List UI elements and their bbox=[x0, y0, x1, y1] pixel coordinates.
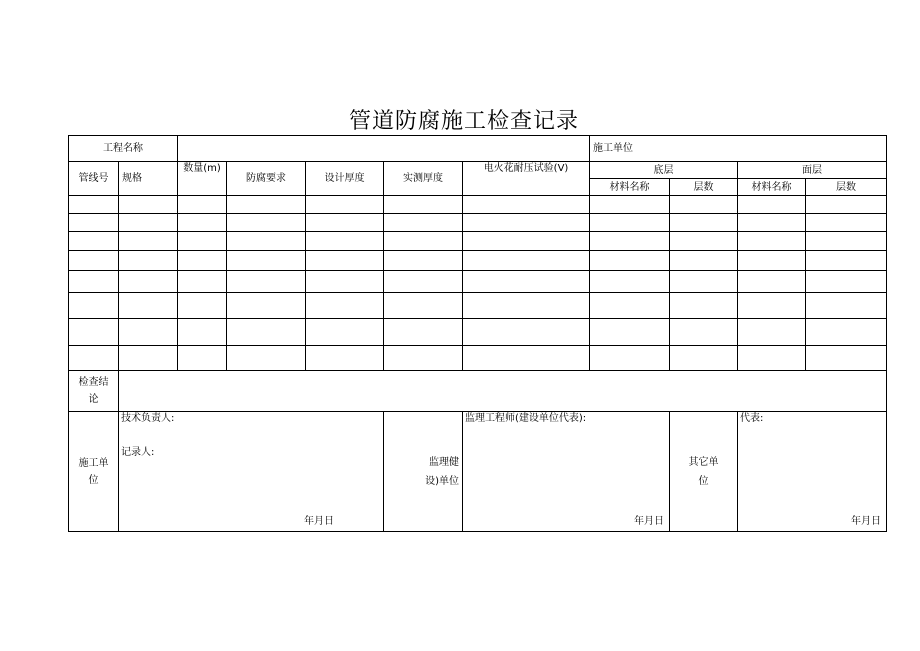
tech-lead-label: 技术负责人: bbox=[121, 413, 175, 424]
recorder-label: 记录人: bbox=[121, 447, 155, 458]
table-cell[interactable] bbox=[227, 214, 306, 232]
conclusion-label-line2: 论 bbox=[88, 394, 99, 405]
col-top-layer: 面层 bbox=[738, 162, 887, 179]
table-cell[interactable] bbox=[384, 251, 463, 271]
table-cell[interactable] bbox=[670, 271, 738, 293]
construction-unit-sig-label bbox=[69, 412, 119, 532]
document-title: 管道防腐施工检查记录 bbox=[348, 109, 579, 134]
conclusion-row bbox=[69, 371, 887, 412]
table-cell[interactable] bbox=[806, 319, 887, 346]
table-cell[interactable] bbox=[463, 214, 590, 232]
table-cell[interactable] bbox=[806, 346, 887, 371]
construction-unit-sig-area[interactable] bbox=[119, 412, 384, 532]
table-cell[interactable] bbox=[69, 196, 119, 214]
table-cell[interactable] bbox=[670, 232, 738, 251]
col-top-material-name: 材料名称 bbox=[738, 179, 806, 196]
other-unit-sig-area[interactable] bbox=[738, 412, 887, 532]
supervision-sig-line2: 设)单位 bbox=[425, 475, 459, 487]
table-cell[interactable] bbox=[306, 251, 384, 271]
table-cell[interactable] bbox=[178, 251, 227, 271]
col-design-thickness: 设计厚度 bbox=[306, 162, 384, 196]
table-cell[interactable] bbox=[178, 293, 227, 319]
table-cell[interactable] bbox=[306, 271, 384, 293]
table-cell[interactable] bbox=[119, 346, 178, 371]
representative-label: 代表: bbox=[740, 413, 764, 424]
table-cell[interactable] bbox=[227, 319, 306, 346]
table-cell[interactable] bbox=[738, 319, 806, 346]
inspection-form-table bbox=[68, 135, 887, 532]
table-cell[interactable] bbox=[670, 196, 738, 214]
table-cell[interactable] bbox=[590, 271, 670, 293]
table-row bbox=[69, 271, 887, 293]
table-cell[interactable] bbox=[670, 346, 738, 371]
table-cell[interactable] bbox=[69, 251, 119, 271]
table-row bbox=[69, 214, 887, 232]
table-cell[interactable] bbox=[384, 214, 463, 232]
table-cell[interactable] bbox=[306, 214, 384, 232]
table-row bbox=[69, 293, 887, 319]
table-cell[interactable] bbox=[590, 196, 670, 214]
table-cell[interactable] bbox=[806, 214, 887, 232]
table-cell[interactable] bbox=[463, 271, 590, 293]
table-cell[interactable] bbox=[384, 232, 463, 251]
project-name-label: 工程名称 bbox=[69, 136, 178, 162]
col-base-layer: 底层 bbox=[590, 162, 738, 179]
table-cell[interactable] bbox=[590, 214, 670, 232]
construction-date-label: 年月日 bbox=[304, 516, 334, 527]
table-cell[interactable] bbox=[463, 232, 590, 251]
signature-row bbox=[69, 412, 887, 532]
table-cell[interactable] bbox=[69, 346, 119, 371]
construction-unit-field[interactable] bbox=[590, 136, 887, 162]
table-cell[interactable] bbox=[463, 251, 590, 271]
table-cell[interactable] bbox=[463, 196, 590, 214]
table-cell[interactable] bbox=[178, 346, 227, 371]
other-unit-sig-line1: 其它单 bbox=[688, 456, 719, 468]
table-cell[interactable] bbox=[306, 319, 384, 346]
table-row bbox=[69, 346, 887, 371]
supervision-unit-sig-label bbox=[384, 412, 463, 532]
table-cell[interactable] bbox=[384, 196, 463, 214]
table-cell[interactable] bbox=[738, 346, 806, 371]
table-row bbox=[69, 232, 887, 251]
header-row-project bbox=[69, 136, 887, 162]
table-cell[interactable] bbox=[119, 196, 178, 214]
table-cell[interactable] bbox=[306, 346, 384, 371]
table-cell[interactable] bbox=[227, 232, 306, 251]
table-cell[interactable] bbox=[806, 293, 887, 319]
table-cell[interactable] bbox=[227, 196, 306, 214]
table-cell[interactable] bbox=[119, 293, 178, 319]
table-cell[interactable] bbox=[463, 346, 590, 371]
table-cell[interactable] bbox=[738, 232, 806, 251]
table-cell[interactable] bbox=[69, 319, 119, 346]
supervision-sig-line1: 监理健 bbox=[429, 456, 459, 468]
table-cell[interactable] bbox=[119, 251, 178, 271]
table-cell[interactable] bbox=[590, 232, 670, 251]
project-name-field[interactable] bbox=[178, 136, 590, 162]
table-cell[interactable] bbox=[670, 251, 738, 271]
table-cell[interactable] bbox=[738, 196, 806, 214]
col-measured-thickness: 实测厚度 bbox=[384, 162, 463, 196]
table-cell[interactable] bbox=[119, 319, 178, 346]
table-cell[interactable] bbox=[738, 214, 806, 232]
col-spec: 规格 bbox=[119, 162, 178, 196]
conclusion-label-line1: 检查结 bbox=[78, 377, 109, 388]
table-row bbox=[69, 251, 887, 271]
table-cell[interactable] bbox=[178, 319, 227, 346]
table-cell[interactable] bbox=[463, 319, 590, 346]
supervisor-label: 监理工程师(建设单位代表): bbox=[465, 413, 587, 424]
table-cell[interactable] bbox=[384, 346, 463, 371]
table-cell[interactable] bbox=[69, 214, 119, 232]
supervision-sig-area[interactable] bbox=[463, 412, 670, 532]
other-unit-date-label: 年月日 bbox=[851, 516, 882, 527]
table-cell[interactable] bbox=[590, 293, 670, 319]
table-cell[interactable] bbox=[178, 232, 227, 251]
table-cell[interactable] bbox=[227, 346, 306, 371]
supervision-date-label: 年月日 bbox=[634, 516, 665, 527]
table-cell[interactable] bbox=[738, 251, 806, 271]
table-cell[interactable] bbox=[670, 214, 738, 232]
table-cell[interactable] bbox=[227, 293, 306, 319]
table-row bbox=[69, 196, 887, 214]
table-cell[interactable] bbox=[69, 271, 119, 293]
table-cell[interactable] bbox=[119, 214, 178, 232]
table-cell[interactable] bbox=[806, 232, 887, 251]
col-top-layer-count: 层数 bbox=[806, 179, 887, 196]
col-base-layer-count: 层数 bbox=[670, 179, 738, 196]
col-anticorrosion-req: 防腐要求 bbox=[227, 162, 306, 196]
col-quantity: 数量(m) bbox=[178, 162, 227, 196]
construction-unit-sig-line1: 施工单 bbox=[78, 457, 109, 469]
table-cell[interactable] bbox=[590, 251, 670, 271]
other-unit-sig-label bbox=[670, 412, 738, 532]
table-cell[interactable] bbox=[806, 196, 887, 214]
table-row bbox=[69, 319, 887, 346]
col-pipe-no: 管线号 bbox=[69, 162, 119, 196]
table-cell[interactable] bbox=[178, 214, 227, 232]
col-spark-test: 电火花耐压试验(V) bbox=[463, 162, 590, 196]
table-cell[interactable] bbox=[306, 196, 384, 214]
table-cell[interactable] bbox=[670, 293, 738, 319]
table-cell[interactable] bbox=[227, 271, 306, 293]
table-cell[interactable] bbox=[384, 293, 463, 319]
table-cell[interactable] bbox=[119, 271, 178, 293]
conclusion-field[interactable] bbox=[119, 371, 887, 412]
table-cell[interactable] bbox=[806, 251, 887, 271]
table-cell[interactable] bbox=[178, 271, 227, 293]
other-unit-sig-line2: 位 bbox=[698, 475, 709, 487]
construction-unit-sig-line2: 位 bbox=[88, 474, 99, 486]
column-header-row-1 bbox=[69, 162, 887, 179]
construction-unit-label: 施工单位 bbox=[593, 143, 634, 154]
table-cell[interactable] bbox=[463, 293, 590, 319]
table-cell[interactable] bbox=[670, 319, 738, 346]
col-base-material-name: 材料名称 bbox=[590, 179, 670, 196]
table-cell[interactable] bbox=[384, 319, 463, 346]
table-cell[interactable] bbox=[306, 232, 384, 251]
table-cell[interactable] bbox=[738, 271, 806, 293]
table-cell[interactable] bbox=[227, 251, 306, 271]
table-cell[interactable] bbox=[119, 232, 178, 251]
table-cell[interactable] bbox=[590, 346, 670, 371]
table-cell[interactable] bbox=[738, 293, 806, 319]
table-cell[interactable] bbox=[178, 196, 227, 214]
table-cell[interactable] bbox=[806, 271, 887, 293]
table-cell[interactable] bbox=[384, 271, 463, 293]
table-cell[interactable] bbox=[69, 232, 119, 251]
conclusion-label bbox=[69, 371, 119, 412]
table-cell[interactable] bbox=[590, 319, 670, 346]
table-cell[interactable] bbox=[69, 293, 119, 319]
table-cell[interactable] bbox=[306, 293, 384, 319]
